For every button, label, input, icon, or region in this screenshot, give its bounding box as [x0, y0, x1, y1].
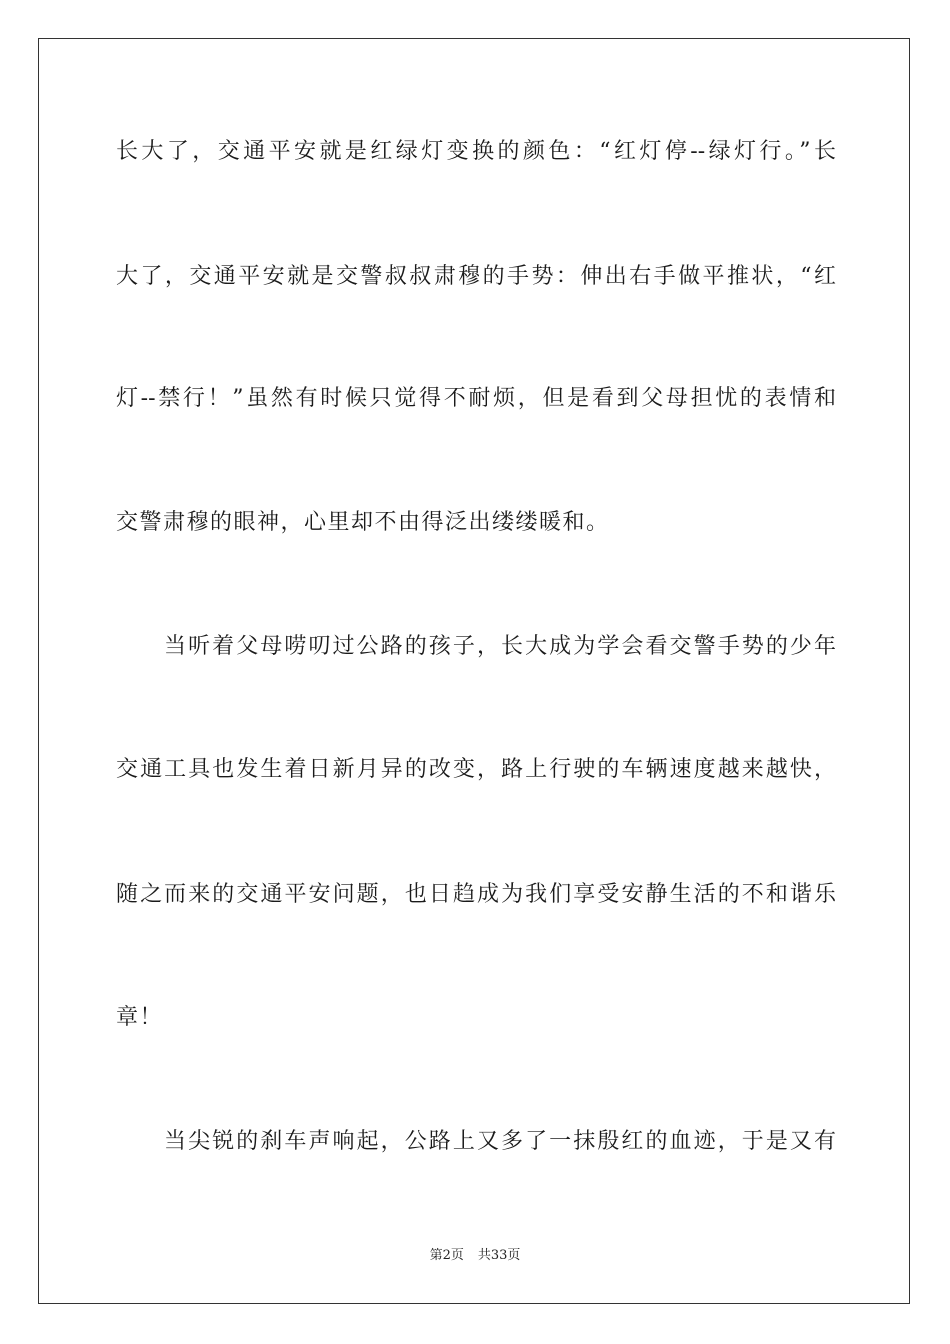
page-number: 第2页 — [429, 1248, 464, 1263]
text-line-9: 当尖锐的刹车声响起，公路上又多了一抹殷红的血迹，于是又有 — [164, 1129, 836, 1154]
page-footer — [0, 1248, 950, 1264]
text-line-1: 长大了，交通平安就是红绿灯变换的颜色：“红灯停--绿灯行。”长 — [116, 139, 836, 164]
text-line-2: 大了，交通平安就是交警叔叔肃穆的手势：伸出右手做平推状，“红 — [116, 264, 836, 289]
page-total: 共33页 — [477, 1248, 521, 1263]
page-border — [38, 38, 910, 1304]
text-line-6: 交通工具也发生着日新月异的改变，路上行驶的车辆速度越来越快， — [116, 757, 836, 782]
text-line-7: 随之而来的交通平安问题，也日趋成为我们享受安静生活的不和谐乐 — [116, 882, 836, 907]
text-line-4: 交警肃穆的眼神，心里却不由得泛出缕缕暖和。 — [116, 510, 610, 535]
text-line-5: 当听着父母唠叨过公路的孩子，长大成为学会看交警手势的少年 — [164, 634, 836, 659]
text-line-8: 章！ — [116, 1005, 164, 1030]
text-line-3: 灯--禁行！”虽然有时候只觉得不耐烦，但是看到父母担忧的表情和 — [116, 386, 836, 411]
